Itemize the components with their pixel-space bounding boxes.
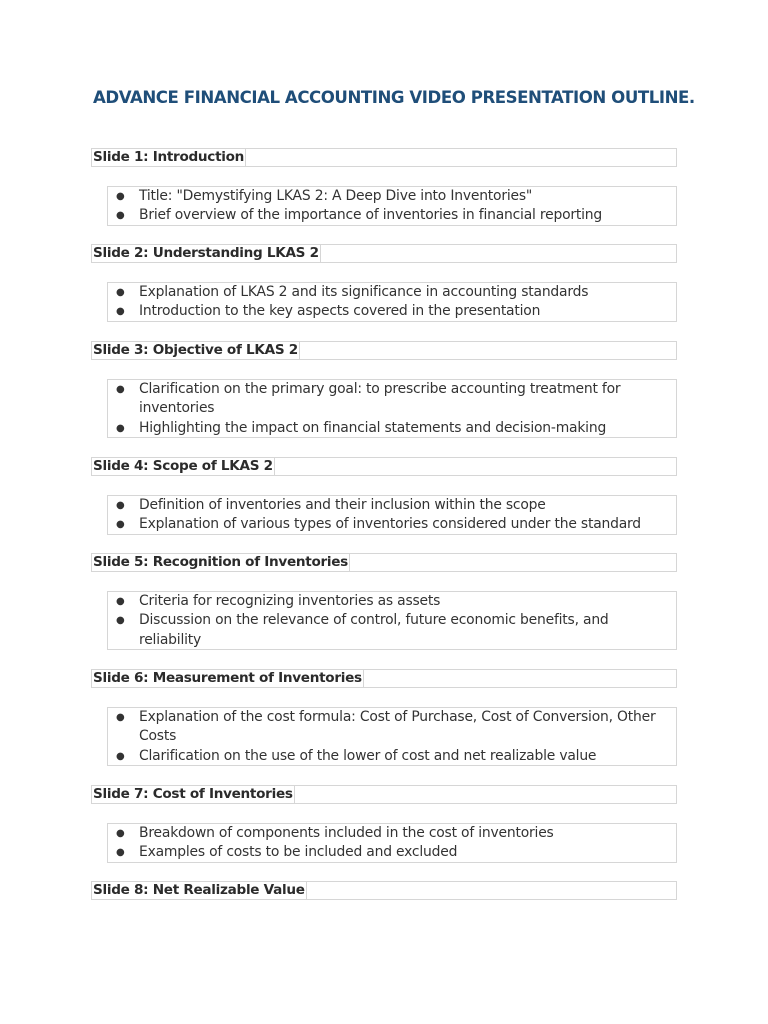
list-item xyxy=(108,302,676,321)
list-item xyxy=(108,824,676,843)
list-item-text: Definition of inventories and their inclusion within the scope xyxy=(139,497,546,513)
list-item xyxy=(108,611,676,650)
bullet-icon: ● xyxy=(116,306,125,318)
list-item-text: Title: "Demystifying LKAS 2: A Deep Dive into Inventories" xyxy=(139,188,533,204)
list-item xyxy=(108,708,676,747)
bullet-list xyxy=(107,282,677,322)
bullet-list xyxy=(107,495,677,535)
slide-heading: Slide 1: Introduction xyxy=(93,149,245,165)
list-item-text: Examples of costs to be included and excluded xyxy=(139,844,458,861)
list-item-text: Explanation of various types of inventories considered under the standard xyxy=(139,516,641,533)
bullet-list xyxy=(107,379,677,438)
slide-heading-box xyxy=(91,553,677,572)
list-item xyxy=(108,206,676,225)
list-item-text: Brief overview of the importance of inventories in financial reporting xyxy=(139,207,603,224)
list-item-text: Criteria for recognizing inventories as assets xyxy=(139,593,441,609)
list-item-text: Introduction to the key aspects covered in the presentation xyxy=(139,303,541,320)
bullet-list xyxy=(107,591,677,650)
list-item-text: Discussion on the relevance of control, future economic benefits, and reliability xyxy=(139,612,609,648)
list-item xyxy=(108,592,676,611)
bullet-list xyxy=(107,186,677,226)
list-item xyxy=(108,843,676,862)
list-item-text: Clarification on the use of the lower of cost and net realizable value xyxy=(139,747,597,764)
slide-heading: Slide 4: Scope of LKAS 2 xyxy=(93,458,273,474)
bullet-icon: ● xyxy=(116,828,125,839)
list-item xyxy=(108,283,676,302)
list-item-text: Explanation of the cost formula: Cost of Purchase, Cost of Conversion, Other Costs xyxy=(139,709,656,745)
slide-heading: Slide 5: Recognition of Inventories xyxy=(93,554,348,570)
list-item xyxy=(108,380,676,419)
bullet-icon: ● xyxy=(116,422,125,434)
slide-heading: Slide 3: Objective of LKAS 2 xyxy=(93,342,298,358)
list-item-text: Explanation of LKAS 2 and its significance in accounting standards xyxy=(139,284,589,300)
bullet-icon: ● xyxy=(116,615,125,627)
bullet-icon: ● xyxy=(116,750,125,762)
list-item xyxy=(108,419,676,438)
slide-heading-box xyxy=(91,785,677,804)
list-item xyxy=(108,747,676,766)
slide-heading: Slide 2: Understanding LKAS 2 xyxy=(93,245,319,261)
slide-heading-box xyxy=(91,669,677,688)
bullet-icon: ● xyxy=(116,210,125,222)
slide-heading-box xyxy=(91,457,677,476)
list-item xyxy=(108,187,676,206)
bullet-list xyxy=(107,823,677,863)
slide-heading-box xyxy=(91,244,677,263)
bullet-icon: ● xyxy=(116,847,125,859)
slide-heading: Slide 7: Cost of Inventories xyxy=(93,786,293,802)
slide-heading-box xyxy=(91,148,677,167)
list-item xyxy=(108,515,676,534)
list-item xyxy=(108,496,676,515)
slide-heading-box xyxy=(91,341,677,360)
slide-heading-box xyxy=(91,881,677,900)
list-item-text: Clarification on the primary goal: to prescribe accounting treatment for inventories xyxy=(139,381,621,417)
bullet-icon: ● xyxy=(116,500,125,511)
bullet-icon: ● xyxy=(116,191,125,202)
slide-heading: Slide 8: Net Realizable Value xyxy=(93,882,305,898)
bullet-icon: ● xyxy=(116,712,125,723)
bullet-icon: ● xyxy=(116,519,125,531)
bullet-list xyxy=(107,707,677,766)
slide-heading: Slide 6: Measurement of Inventories xyxy=(93,670,362,686)
list-item-text: Highlighting the impact on financial statements and decision-making xyxy=(139,419,607,436)
bullet-icon: ● xyxy=(116,596,125,607)
bullet-icon: ● xyxy=(116,384,125,395)
document-title: ADVANCE FINANCIAL ACCOUNTING VIDEO PRESENTATION OUTLINE. xyxy=(93,88,695,107)
list-item-text: Breakdown of components included in the cost of inventories xyxy=(139,825,554,841)
bullet-icon: ● xyxy=(116,287,125,298)
